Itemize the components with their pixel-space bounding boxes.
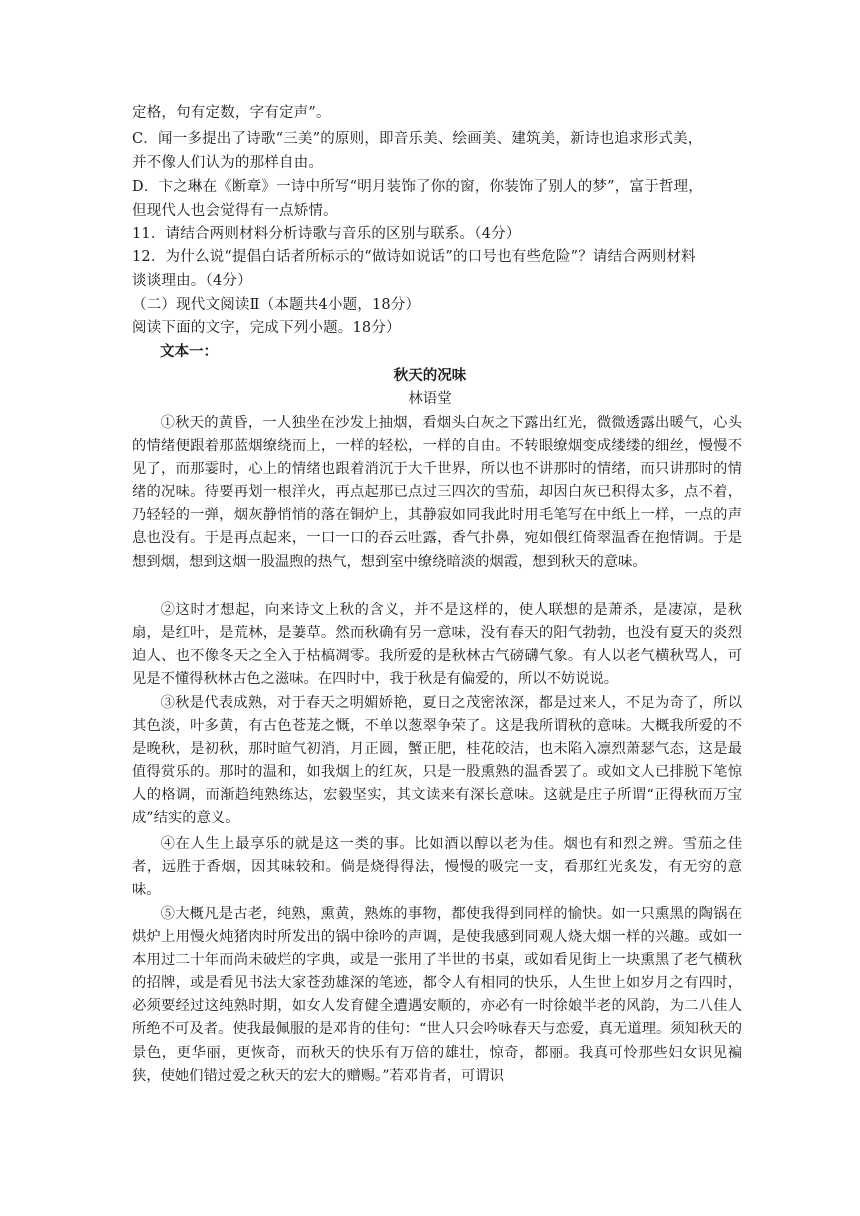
text-one-label: 文本一： <box>160 343 218 360</box>
article-paragraph-1: ①秋天的黄昏，一人独坐在沙发上抽烟，看烟头白灰之下露出红光，微微透露出暖气，心头的情绪便跟着那蓝烟缭绕而上，一样的轻松，一样的自由。不转眼缭烟变成缕缕的细丝，慢慢不见了，而那霎时，心上的情绪也跟着消沉于大千世界，所以也不讲那时的情绪，而只讲那时的情绪的况味。待要再划一根洋火，再点起那已点过三四次的雪茄，却因白灰已积得太多，点不着，乃轻轻的一弹，烟灰静悄悄的落在铜炉上，其静寂如同我此时用毛笔写在中纸上一样，一点的声息也没有。于是再点起来，一口一口的吞云吐露，香气扑鼻，宛如偎红倚翠温香在抱情调。于是想到烟，想到这烟一股温煦的热气，想到室中缭绕暗淡的烟霞，想到秋天的意味。 <box>132 415 742 570</box>
reading-instruction: 阅读下面的文字，完成下列小题。18分） <box>132 320 401 336</box>
option-c-line-2: 并不像人们认为的那样自由。 <box>132 155 324 171</box>
article-title: 秋天的况味 <box>393 367 467 384</box>
question-11: 11．请结合两则材料分析诗歌与音乐的区别与联系。（4分） <box>132 226 521 242</box>
option-b-continuation: 定格，句有定数，字有定声”。 <box>132 105 331 121</box>
option-d-line-1: D．卞之琳在《断章》一诗中所写“明月装饰了你的窗，你装饰了别人的梦”，富于哲理， <box>132 179 703 195</box>
section-heading: （二）现代文阅读Ⅱ（本题共4小题，18分） <box>132 297 421 313</box>
article-paragraph-3: ③秋是代表成熟，对于春天之明媚娇艳，夏日之茂密浓深，都是过来人，不足为奇了，所以其色淡，叶多黄，有古色苍茏之慨，不单以葱翠争荣了。这是我所谓秋的意味。大概我所爱的不是晚秋，是初秋，那时暄气初消，月正圆，蟹正肥，桂花皎洁，也未陷入凛烈萧瑟气态，这是最值得赏乐的。那时的温和，如我烟上的红灰，只是一股熏熟的温香罢了。或如文人已排脱下笔惊人的格调，而渐趋纯熟练达，宏毅坚实，其文读来有深长意味。这就是庄子所谓“正得秋而万宝成”结实的意义。 <box>132 695 742 827</box>
article-paragraph-5: ⑤大概凡是古老，纯熟，熏黄，熟炼的事物，都使我得到同样的愉快。如一只熏黑的陶锅在烘炉上用慢火炖猪肉时所发出的锅中徐吟的声调，是使我感到同观人烧大烟一样的兴趣。或如一本用过二十年而尚未破烂的字典，或是一张用了半世的书桌，或如看见街上一块熏黑了老气横秋的招牌，或是看见书法大家苍劲雄深的笔迹，都令人有相同的快乐，人生世上如岁月之有四时，必须要经过这纯熟时期，如女人发育健全遭遇安顺的，亦必有一时徐娘半老的风韵，为二八佳人所绝不可及者。使我最佩服的是邓肯的佳句：“世人只会吟咏春天与恋爱，真无道理。须知秋天的景色，更华丽，更恢奇，而秋天的快乐有万倍的雄壮，惊奇，都丽。我真可怜那些妇女识见褊狭，使她们错过爱之秋天的宏大的赠赐。”若邓肯者，可谓识 <box>132 906 742 1084</box>
article-author: 林语堂 <box>408 391 452 407</box>
question-12-line-2: 谈谈理由。（4分） <box>132 273 252 289</box>
option-d-line-2: 但现代人也会觉得有一点矫情。 <box>132 203 338 219</box>
article-paragraph-4: ④在人生上最享乐的就是这一类的事。比如酒以醇以老为佳。烟也有和烈之辨。雪茄之佳者，远胜于香烟，因其味较和。倘是烧得得法，慢慢的吸完一支，看那红光炙发，有无穷的意味。 <box>132 836 742 899</box>
option-c-line-1: C．闻一多提出了诗歌“三美”的原则，即音乐美、绘画美、建筑美，新诗也追求形式美， <box>132 131 703 147</box>
question-12-line-1: 12．为什么说“提倡白话者所标示的“做诗如说话”的口号也有些危险”？请结合两则材料 <box>132 249 696 265</box>
article-paragraph-2: ②这时才想起，向来诗文上秋的含义，并不是这样的，使人联想的是萧杀，是凄凉，是秋扇，是红叶，是荒林，是萋草。然而秋确有另一意味，没有春天的阳气勃勃，也没有夏天的炎烈迫人、也不像冬天之全入于枯槁凋零。我所爱的是秋林古气磅礴气象。有人以老气横秋骂人，可见是不懂得秋林古色之滋味。在四时中，我于秋是有偏爱的，所以不妨说说。 <box>132 602 742 688</box>
